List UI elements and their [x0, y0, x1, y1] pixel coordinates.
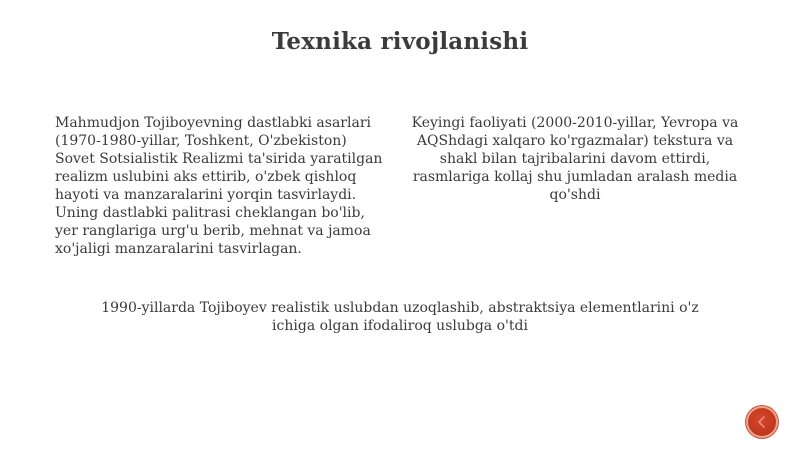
bottom-text-block: 1990-yillarda Tojiboyev realistik uslubdan uzoqlashib, abstraktsiya elementlarini o'z ichiga olgan ifodaliroq uslubga o'tdi: [101, 300, 699, 334]
left-text-block: Mahmudjon Tojiboyevning dastlabki asarlari (1970-1980-yillar, Toshkent, O'zbekiston) Sovet Sotsialistik Realizmi ta'sirida yaratilgan realizm uslubini aks ettirib, o'zbek qishloq hayoti va manzaralarini yorqin tasvirlaydi. Uning dastlabki palitrasi cheklangan bo'lib, yer ranglariga urg'u berib, mehnat va jamoa xo'jaligi manzaralarini tasvirlagan.: [55, 115, 383, 257]
back-arrow-icon: [755, 415, 769, 429]
slide-title: Texnika rivojlanishi: [271, 28, 529, 55]
back-navigation-button[interactable]: [748, 408, 776, 436]
right-text-block: Keyingi faoliyati (2000-2010-yillar, Yevropa va AQShdagi xalqaro ko'rgazmalar) tekstura va shakl bilan tajribalarini davom ettirdi, rasmlariga kollaj shu jumladan aralash media qo'shdi: [411, 115, 739, 203]
